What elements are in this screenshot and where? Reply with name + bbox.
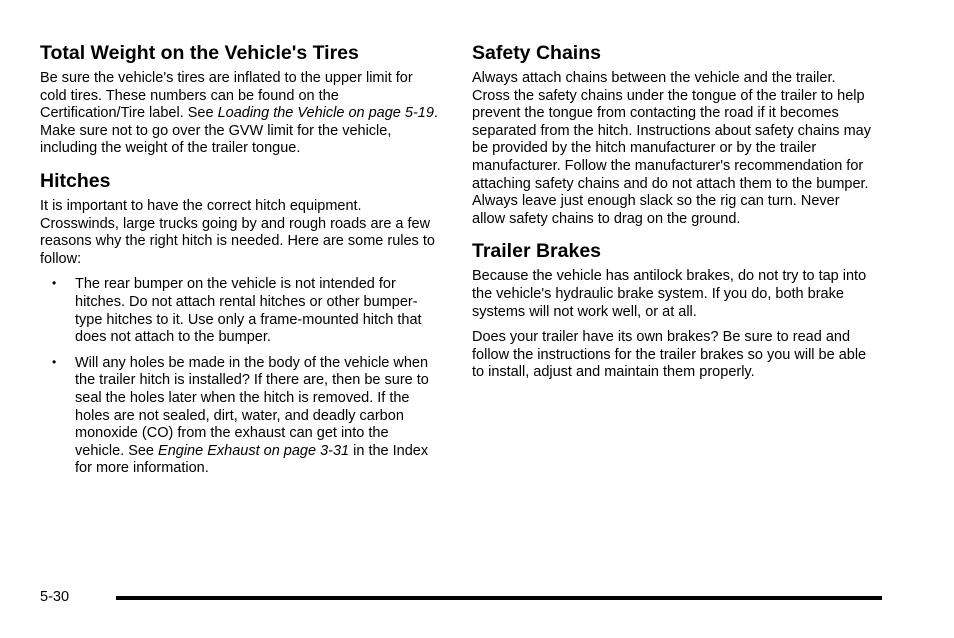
paragraph-hitches-intro: It is important to have the correct hitch equipment. Crosswinds, large trucks going by and rough roads are a few reasons why the right hitch is needed. Here are some rules to follow: [40,197,435,267]
section-total-weight [40,42,440,158]
text-run: Will any holes be made in the body of the vehicle when the trailer hitch is installed? If there are, then be sure to seal the holes later when the hitch is removed. If the holes are not sealed, dirt, water, and deadly carbon monoxide (CO) from the exhaust can get into the vehicle. See [75,354,429,459]
text-run: in the Index for more information. [75,442,429,477]
section-safety-chains [472,42,874,228]
cross-reference-loading-vehicle[interactable]: Loading the Vehicle on page 5-19 [217,105,434,122]
section-heading-hitches: Hitches [40,169,111,192]
section-heading-safety-chains: Safety Chains [472,42,601,64]
text-run: Be sure the vehicle's tires are inflated to the upper limit for cold tires. These numbers can be found on the Certification/Tire label. See [40,70,413,122]
paragraph-safety-chains: Always attach chains between the vehicle and the trailer. Cross the safety chains under the tongue of the trailer to help prevent the tongue from contacting the road if it becomes separated from the hitch. Instructions about safety chains may be provided by the hitch manufacturer or by the trailer manufacturer. Follow the manufacturer's recommendation for attaching safety chains and do not attach them to the bumper. Always leave just enough slack so the rig can turn. Never allow safety chains to drag on the ground. [472,70,871,227]
paragraph-total-weight [40,70,440,158]
text-run: . Make sure not to go over the GVW limit for the vehicle, including the weight of the trailer tongue. [40,105,438,157]
cross-reference-engine-exhaust[interactable]: Engine Exhaust on page 3-31 [158,442,350,459]
footer-divider [116,596,882,600]
list-item-text: The rear bumper on the vehicle is not intended for hitches. Do not attach rental hitches or other bumper-type hitches to it. Use only a frame-mounted hitch that does not attach to the bumper. [75,276,422,346]
bullet-icon: • [52,354,57,369]
paragraph-trailer-brakes-2: Does your trailer have its own brakes? Be sure to read and follow the instructions for the trailer brakes so you will be able to install, adjust and maintain them properly. [472,329,867,381]
bullet-icon: • [52,276,57,291]
left-column [40,42,440,490]
section-heading-trailer-brakes: Trailer Brakes [472,240,602,263]
hitch-rules-list [40,276,440,478]
list-item [40,276,440,346]
section-trailer-brakes [472,240,874,382]
list-item [40,355,440,478]
right-column [472,42,874,394]
paragraph-trailer-brakes-1: Because the vehicle has antilock brakes, do not try to tap into the vehicle's hydraulic brake system. If you do, both brake systems will not work well, or at all. [472,268,867,320]
section-heading-total-weight: Total Weight on the Vehicle's Tires [40,42,359,64]
section-hitches [40,170,440,478]
page-number: 5-30 [40,589,70,605]
